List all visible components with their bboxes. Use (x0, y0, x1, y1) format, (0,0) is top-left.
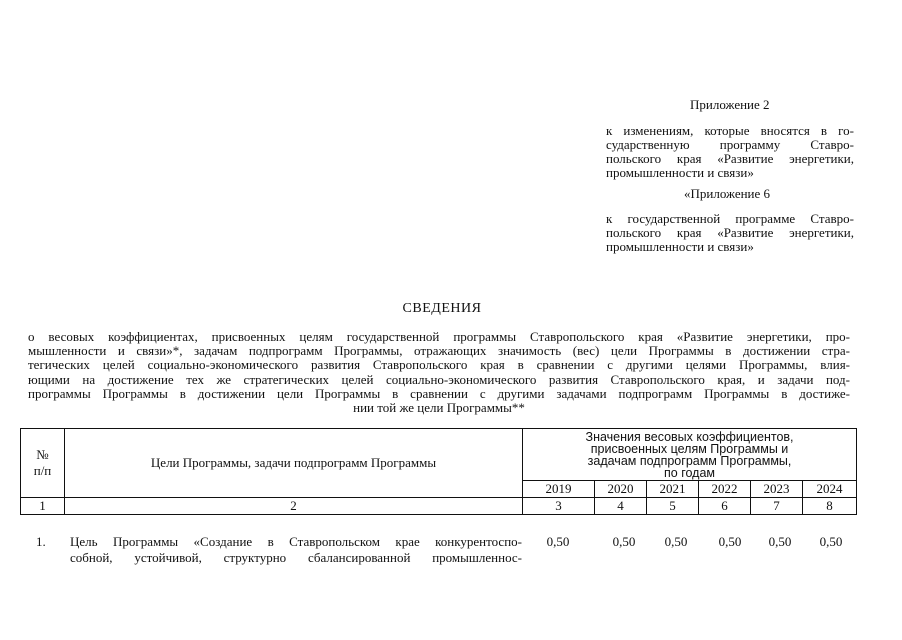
row-value: 0,50 (664, 534, 688, 549)
header-number-line: п/п (33, 463, 52, 478)
index-cell: 1 (21, 498, 65, 515)
appendix-line: промышленности и связи» (606, 239, 754, 254)
intro-line: о весовых коэффициентах, присвоенных целям государственной программы Ставропольского края «Развитие энергетики, про- (28, 329, 850, 344)
appendix-line: к изменениям, которые вносятся в го- (606, 123, 854, 138)
document-title: СВЕДЕНИЯ (402, 301, 482, 316)
index-cell: 3 (523, 498, 595, 515)
intro-line: программы Программы в достижении цели Программы в сравнении с другими задачами подпрограмм Программы в достиже- (28, 385, 850, 401)
row-value: 0,50 (612, 534, 636, 549)
index-cell: 8 (803, 498, 857, 515)
index-cell: 6 (699, 498, 751, 515)
appendix-heading-2: «Приложение 6 (684, 186, 771, 201)
header-values-line: присвоенных целям Программы и (590, 441, 789, 456)
intro-line: тегических целей социально-экономического развития Ставропольского края в сравнении с другими целями Программы, влия- (28, 357, 850, 373)
appendix-line: промышленности и связи» (606, 165, 754, 180)
index-cell: 7 (751, 498, 803, 515)
intro-line: мышленности и связи»*, задачам подпрограмм Программы, отражающих значимость (вес) цели Программы в достижении стра- (28, 343, 850, 359)
row-value: 0,50 (546, 534, 570, 549)
header-values-line: по годам (664, 465, 716, 480)
appendix-block-1 (606, 124, 854, 180)
row-value: 0,50 (718, 534, 742, 549)
header-values-line: Значения весовых коэффициентов, (585, 429, 794, 444)
weights-table (20, 428, 857, 515)
index-cell: 2 (65, 498, 523, 515)
header-values (523, 429, 857, 481)
header-year: 2020 (595, 481, 647, 498)
row-text-line: Цель Программы «Создание в Ставропольском крае конкурентоспо- (70, 534, 522, 549)
appendix-block-2 (606, 212, 854, 254)
row-text (70, 534, 522, 566)
row-number: 1. (36, 534, 46, 549)
header-number (21, 429, 65, 498)
intro-paragraph (28, 330, 850, 415)
appendix-line: к государственной программе Ставро- (606, 211, 854, 226)
header-year: 2024 (803, 481, 857, 498)
table-row (20, 534, 856, 574)
appendix-heading: Приложение 2 (690, 97, 770, 112)
appendix-line: сударственную программу Ставро- (606, 137, 854, 152)
appendix-line: польского края «Развитие энергетики, (606, 151, 854, 166)
header-year: 2021 (647, 481, 699, 498)
header-values-line: задачам подпрограмм Программы, (587, 453, 792, 468)
row-value: 0,50 (819, 534, 843, 549)
row-text-line: собной, устойчивой, структурно сбалансированной промышленнос- (70, 550, 522, 565)
header-year: 2023 (751, 481, 803, 498)
header-number-line: № (36, 447, 49, 462)
intro-line: ющими на достижение тех же стратегических целей социально-экономического развития Ставропольского края, и задачи под- (28, 371, 850, 387)
header-year: 2022 (699, 481, 751, 498)
header-goals: Цели Программы, задачи подпрограмм Программы (65, 429, 523, 498)
index-cell: 4 (595, 498, 647, 515)
intro-line: нии той же цели Программы** (353, 400, 525, 416)
appendix-line: польского края «Развитие энергетики, (606, 225, 854, 240)
index-cell: 5 (647, 498, 699, 515)
row-value: 0,50 (768, 534, 792, 549)
header-year: 2019 (523, 481, 595, 498)
